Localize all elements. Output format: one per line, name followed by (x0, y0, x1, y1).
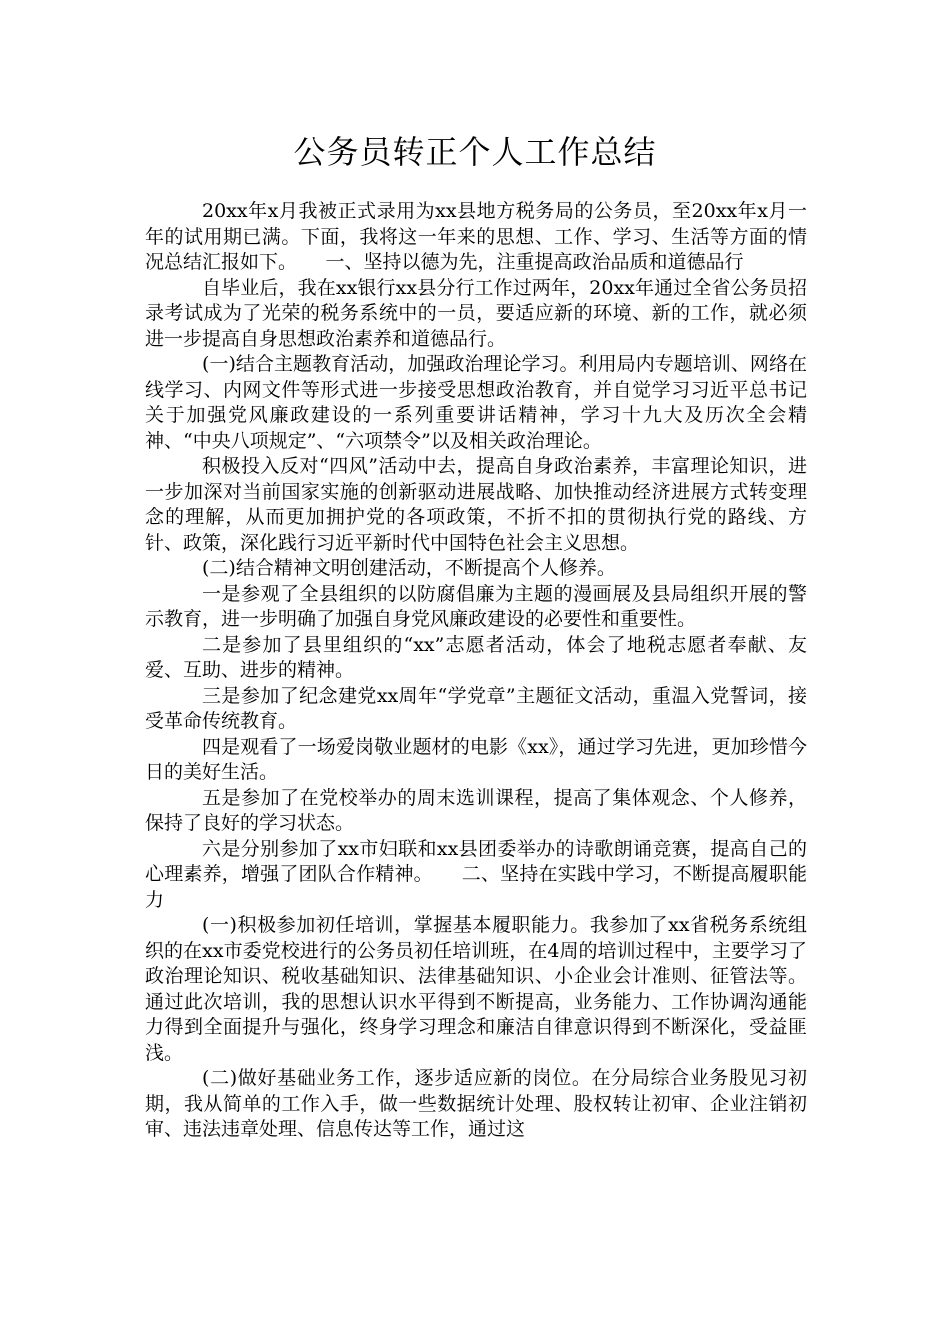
paragraph: 20xx年x月我被正式录用为xx县地方税务局的公务员，至20xx年x月一年的试用期已满。下面，我将这一年来的思想、工作、学习、生活等方面的情况总结汇报如下。 一、坚持以德为先，注重提高政治品质和道德品行 (145, 200, 807, 273)
paragraph: 二是参加了县里组织的“xx”志愿者活动，体会了地税志愿者奉献、友爱、互助、进步的精神。 (145, 633, 807, 681)
paragraph: 一是参观了全县组织的以防腐倡廉为主题的漫画展及县局组织开展的警示教育，进一步明确了加强自身党风廉政建设的必要性和重要性。 (145, 582, 807, 630)
paragraph: (二)做好基础业务工作，逐步适应新的岗位。在分局综合业务股见习初期，我从简单的工作入手，做一些数据统计处理、股权转让初审、企业注销初审、违法违章处理、信息传达等工作，通过这 (145, 1067, 807, 1140)
paragraph: (一)积极参加初任培训，掌握基本履职能力。我参加了xx省税务系统组织的在xx市委党校进行的公务员初任培训班，在4周的培训过程中，主要学习了政治理论知识、税收基础知识、法律基础知识、小企业会计准则、征管法等。通过此次培训，我的思想认识水平得到不断提高，业务能力、工作协调沟通能力得到全面提升与强化，终身学习理念和廉洁自律意识得到不断深化，受益匪浅。 (145, 914, 807, 1064)
document-title: 公务员转正个人工作总结 (293, 133, 657, 171)
paragraph: 三是参加了纪念建党xx周年“学党章”主题征文活动，重温入党誓词，接受革命传统教育。 (145, 684, 807, 732)
paragraph: (一)结合主题教育活动，加强政治理论学习。利用局内专题培训、网络在线学习、内网文件等形式进一步接受思想政治教育，并自觉学习习近平总书记关于加强党风廉政建设的一系列重要讲话精神，学习十九大及历次全会精神、“中央八项规定”、“六项禁令”以及相关政治理论。 (145, 353, 807, 452)
paragraph: (二)结合精神文明创建活动，不断提高个人修养。 (202, 557, 616, 579)
document-body (145, 199, 807, 1143)
paragraph: 自毕业后，我在xx银行xx县分行工作过两年，20xx年通过全省公务员招录考试成为了光荣的税务系统中的一员，要适应新的环境、新的工作，就必须进一步提高自身思想政治素养和道德品行。 (145, 276, 807, 350)
paragraph: 四是观看了一场爱岗敬业题材的电影《xx》，通过学习先进，更加珍惜今日的美好生活。 (145, 735, 807, 783)
paragraph: 积极投入反对“四风”活动中去，提高自身政治素养，丰富理论知识，进一步加深对当前国家实施的创新驱动进展战略、加快推动经济进展方式转变理念的理解，从而更加拥护党的各项政策，不折不扣的贯彻执行党的路线、方针、政策，深化践行习近平新时代中国特色社会主义思想。 (145, 455, 807, 554)
paragraph: 五是参加了在党校举办的周末选训课程，提高了集体观念、个人修养，保持了良好的学习状态。 (145, 786, 807, 834)
paragraph: 六是分别参加了xx市妇联和xx县团委举办的诗歌朗诵竞赛，提高自己的心理素养，增强了团队合作精神。 二、坚持在实践中学习，不断提高履职能力 (145, 837, 807, 911)
